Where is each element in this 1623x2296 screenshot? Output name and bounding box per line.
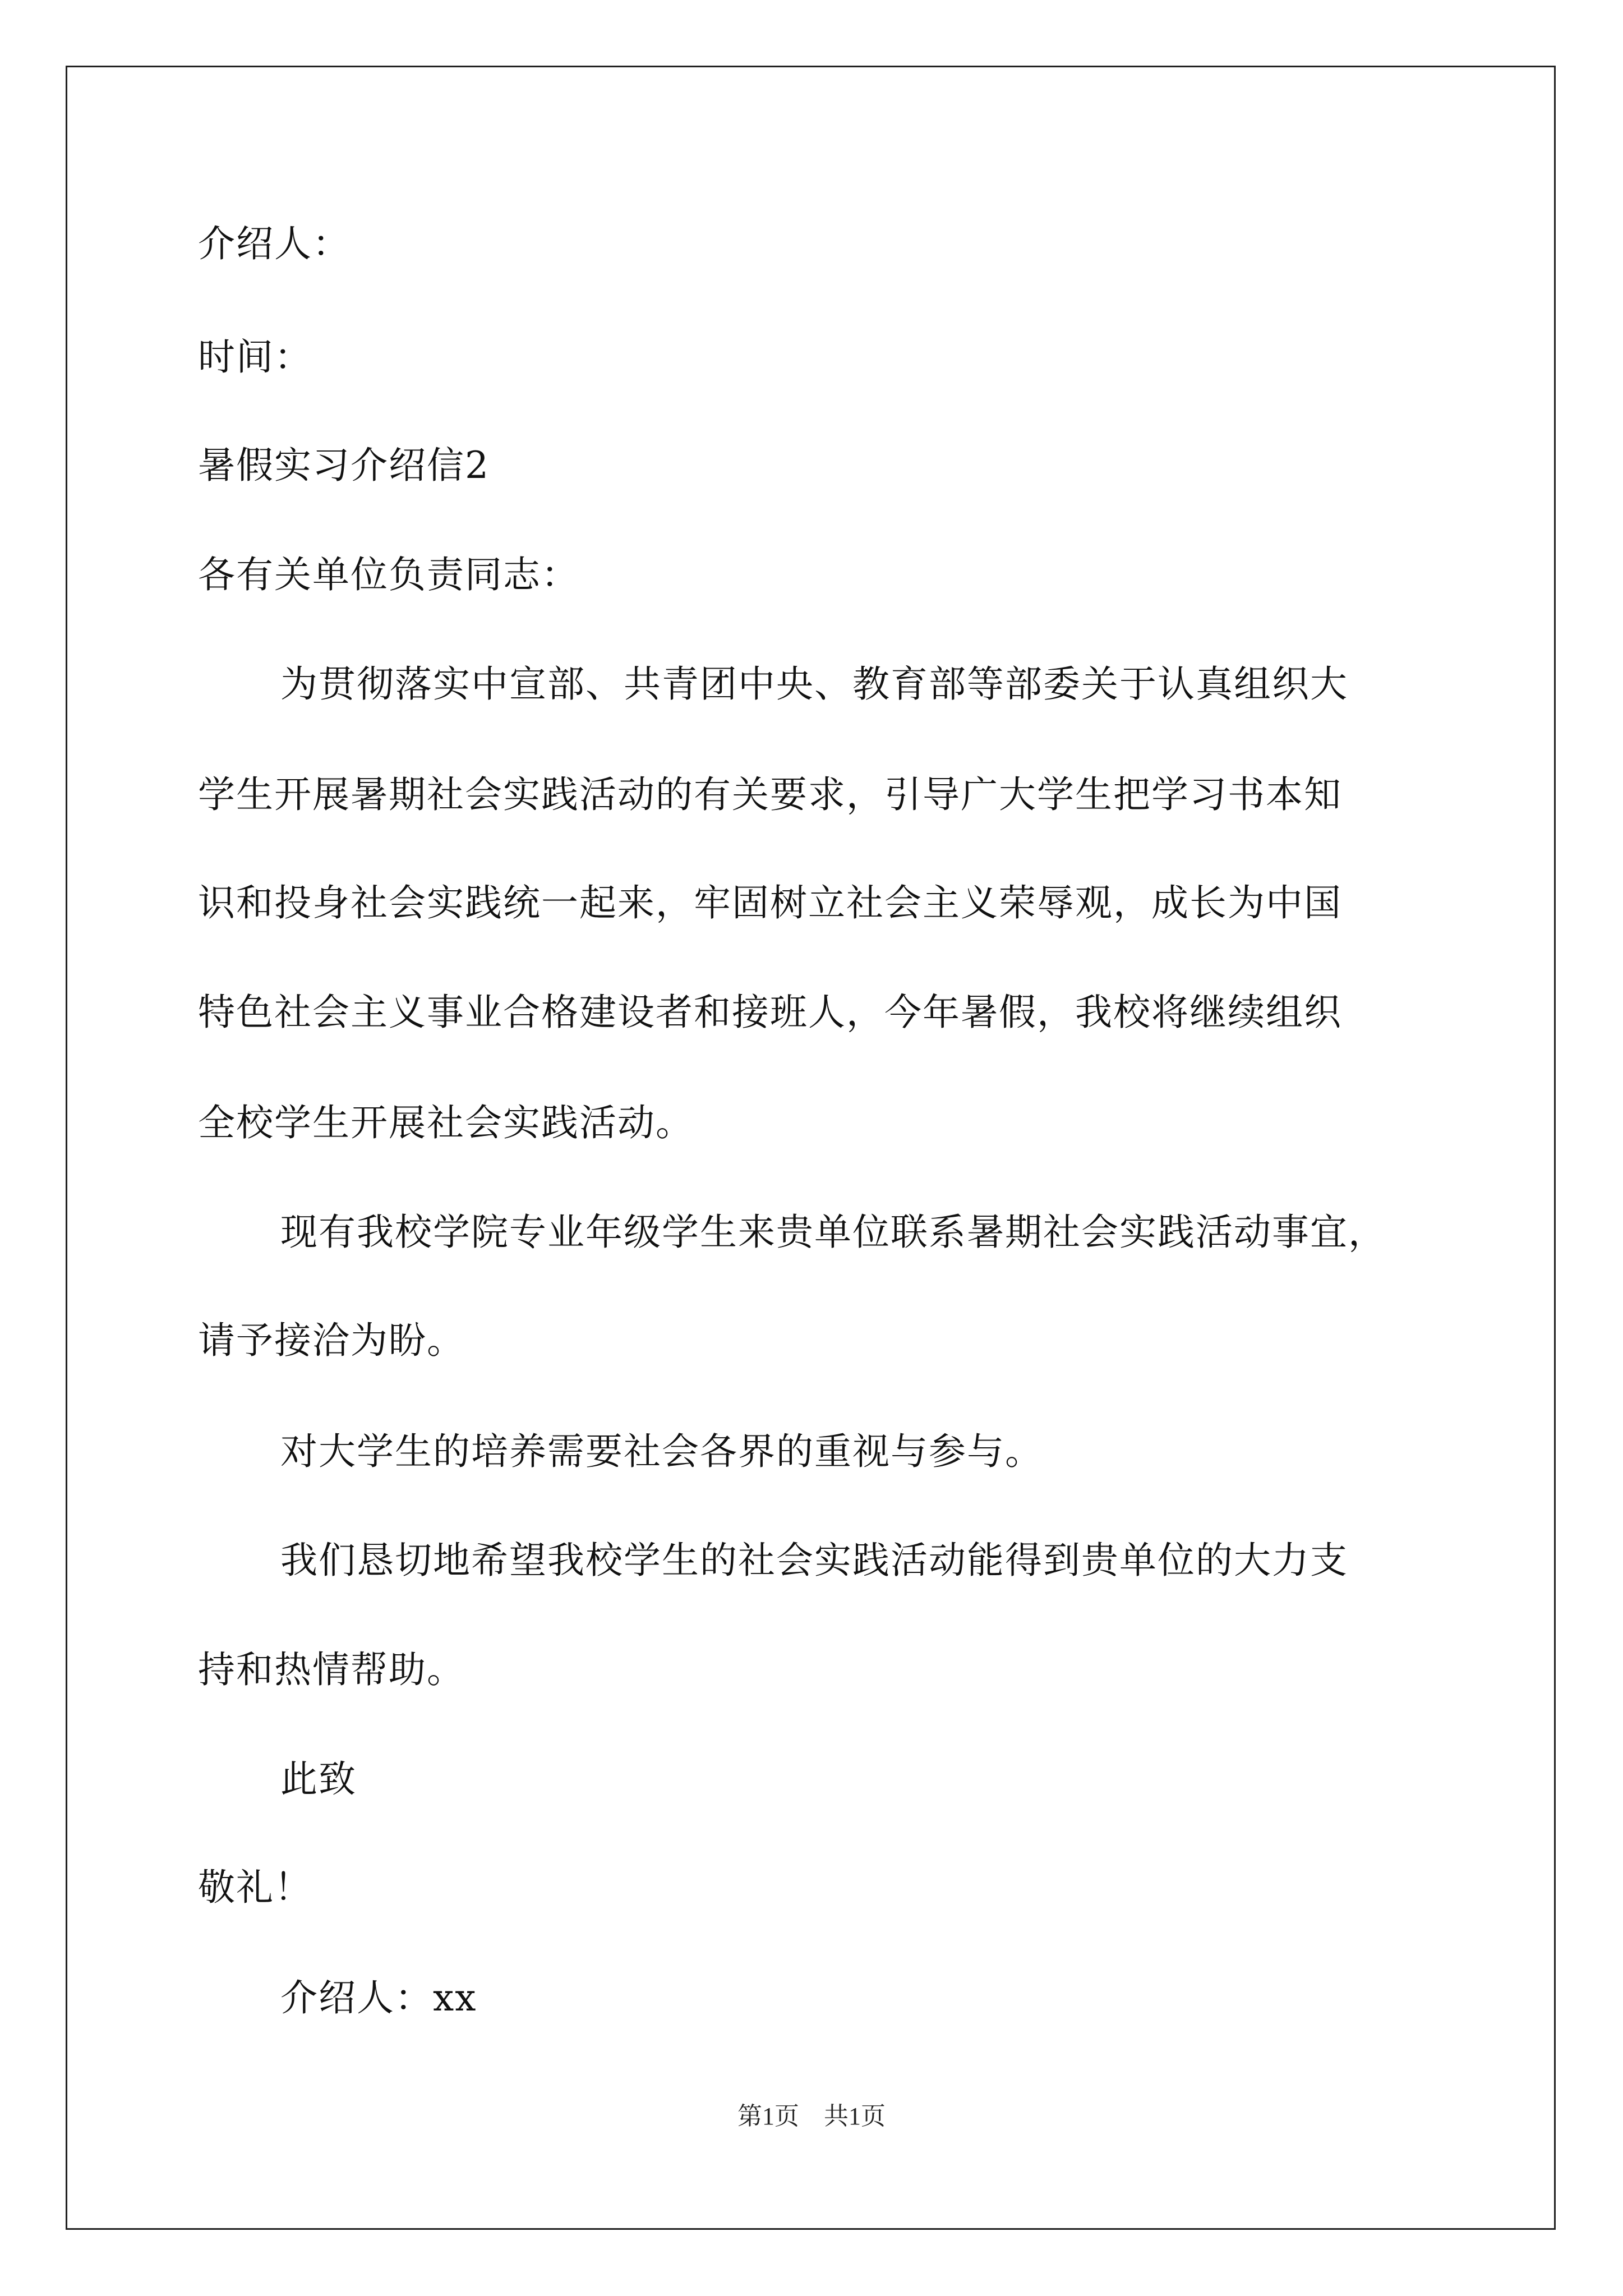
salutation: 各有关单位负责同志：: [198, 553, 579, 596]
paragraph-1-line-5: 全校学生开展社会实践活动。: [198, 1101, 694, 1144]
closing-phrase: 此致: [280, 1757, 357, 1801]
date-label: 时间：: [198, 335, 312, 379]
paragraph-4-line-2: 持和热情帮助。: [198, 1648, 465, 1691]
page-number: 第1页 共1页: [737, 2102, 886, 2130]
closing-salute: 敬礼！: [198, 1866, 312, 1909]
paragraph-1-line-4: 特色社会主义事业合格建设者和接班人，今年暑假，我校将继续组织: [198, 991, 1342, 1034]
paragraph-1-line-1: 为贯彻落实中宣部、共青团中央、教育部等部委关于认真组织大: [280, 662, 1348, 706]
paragraph-4-line-1: 我们恳切地希望我校学生的社会实践活动能得到贵单位的大力支: [280, 1539, 1348, 1582]
paragraph-2-line-1: 现有我校学院专业年级学生来贵单位联系暑期社会实践活动事宜，: [280, 1211, 1386, 1254]
paragraph-1-line-2: 学生开展暑期社会实践活动的有关要求，引导广大学生把学习书本知: [198, 773, 1342, 816]
signature-introducer: 介绍人：xx: [280, 1976, 477, 2019]
letter-title: 暑假实习介绍信2: [198, 444, 490, 487]
paragraph-1-line-3: 识和投身社会实践统一起来，牢固树立社会主义荣辱观，成长为中国: [198, 881, 1342, 924]
paragraph-3: 对大学生的培养需要社会各界的重视与参与。: [280, 1430, 1043, 1473]
introducer-label: 介绍人：: [198, 222, 351, 265]
paragraph-2-line-2: 请予接洽为盼。: [198, 1319, 465, 1362]
